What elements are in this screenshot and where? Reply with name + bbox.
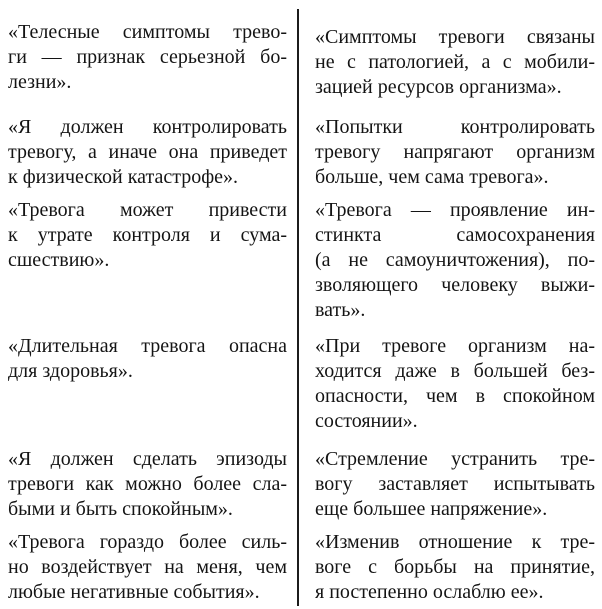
- table-row: [0, 334, 602, 434]
- table-row: [0, 198, 602, 323]
- alternative-cell: [315, 530, 595, 605]
- myth-cell: [8, 198, 287, 273]
- alternative-cell: [315, 198, 595, 323]
- text-line: быми и быть спокойным».: [8, 498, 233, 520]
- alternative-cell: [315, 25, 595, 100]
- text-line: тревогу напрягают организм: [315, 141, 595, 163]
- table-row: [0, 530, 602, 605]
- text-line: воге с борьбы на принятие,: [315, 556, 595, 578]
- text-line: «Изменив отношение к тре-: [315, 531, 595, 553]
- text-line: «Длительная тревога опасна: [8, 335, 287, 357]
- text-line: лезни».: [8, 71, 72, 93]
- alternative-cell: [315, 115, 595, 190]
- column-divider: [297, 9, 299, 606]
- text-line: любые негативные события».: [8, 581, 260, 603]
- table-row: [0, 115, 602, 190]
- text-line: больше, чем сама тревога».: [315, 166, 549, 188]
- myth-cell: [8, 115, 287, 190]
- text-line: «При тревоге организм на-: [315, 335, 595, 357]
- text-line: «Тревога гораздо более силь-: [8, 531, 287, 553]
- text-line: (а не самоуничтожения), по-: [315, 249, 595, 271]
- text-line: но воздействует на меня, чем: [8, 556, 287, 578]
- text-line: «Я должен сделать эпизоды: [8, 448, 287, 470]
- text-line: «Телесные симптомы трево-: [8, 21, 287, 43]
- text-line: для здоровья».: [8, 360, 133, 382]
- text-line: еще большее напряжение».: [315, 498, 548, 520]
- myth-cell: [8, 530, 287, 605]
- text-line: «Я должен контролировать: [8, 116, 287, 138]
- text-line: вогу заставляет испытывать: [315, 473, 595, 495]
- text-line: я постепенно ослаблю ее».: [315, 581, 544, 603]
- text-line: «Тревога может привести: [8, 199, 287, 221]
- text-line: зацией ресурсов организма».: [315, 76, 562, 98]
- table-row: [0, 20, 602, 98]
- alternative-cell: [315, 447, 595, 522]
- text-line: «Симптомы тревоги связаны: [315, 26, 595, 48]
- text-line: сшествию».: [8, 249, 110, 271]
- alternative-cell: [315, 334, 595, 434]
- text-line: «Стремление устранить тре-: [315, 448, 595, 470]
- text-line: ги — признак серьезной бо-: [8, 46, 287, 68]
- text-line: зволяющего человеку выжи-: [315, 274, 595, 296]
- text-line: тревоги как можно более сла-: [8, 473, 287, 495]
- myth-cell: [8, 20, 287, 95]
- text-line: опасности, чем в спокойном: [315, 385, 595, 407]
- text-line: не с патологией, а с мобили-: [315, 51, 595, 73]
- text-line: «Тревога — проявление ин-: [315, 199, 595, 221]
- myth-cell: [8, 334, 287, 384]
- text-line: вать».: [315, 299, 366, 321]
- text-line: ходится даже в большей без-: [315, 360, 595, 382]
- text-line: состоянии».: [315, 410, 418, 432]
- myth-cell: [8, 447, 287, 522]
- text-line: «Попытки контролировать: [315, 116, 595, 138]
- text-line: стинкта самосохранения: [315, 224, 595, 246]
- text-line: к утрате контроля и сума-: [8, 224, 287, 246]
- table-row: [0, 447, 602, 522]
- text-line: тревогу, а иначе она приведет: [8, 141, 287, 163]
- text-line: к физической катастрофе».: [8, 166, 239, 188]
